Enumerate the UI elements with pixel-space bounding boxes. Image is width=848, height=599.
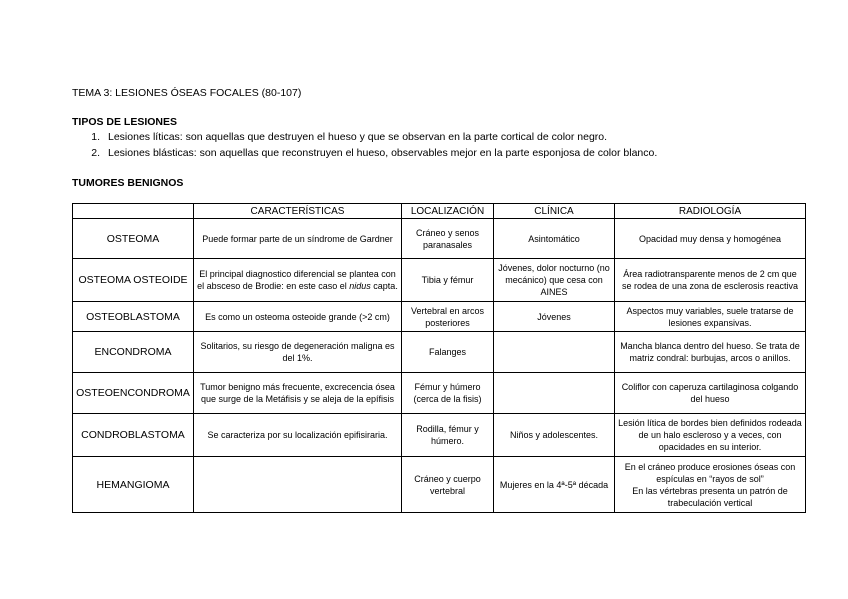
tumor-clinic — [494, 332, 615, 373]
tumor-clinic: Jóvenes — [494, 302, 615, 332]
tumor-name: HEMANGIOMA — [73, 457, 194, 513]
tumor-location: Cráneo y senos paranasales — [402, 219, 494, 259]
tumor-clinic: Asintomático — [494, 219, 615, 259]
column-header-clinic: CLÍNICA — [494, 204, 615, 219]
tumors-table — [72, 203, 806, 513]
tumor-features — [194, 457, 402, 513]
features-text-end: capta. — [370, 281, 398, 291]
features-text: El principal diagnostico diferencial se plantea con el absceso de Brodie: en este caso el — [197, 269, 396, 291]
column-header-location: LOCALIZACIÓN — [402, 204, 494, 219]
tumor-name: OSTEOMA OSTEOIDE — [73, 259, 194, 302]
table-header-row — [73, 204, 806, 219]
tumor-radiology: Mancha blanca dentro del hueso. Se trata de matriz condral: burbujas, arcos o anillos. — [615, 332, 806, 373]
page-title: TEMA 3: LESIONES ÓSEAS FOCALES (80-107) — [72, 87, 302, 99]
lesion-types-heading: TIPOS DE LESIONES — [72, 116, 178, 128]
tumor-clinic: Niños y adolescentes. — [494, 414, 615, 457]
list-item — [72, 129, 657, 145]
tumor-radiology: Coliflor con caperuza cartilaginosa colgando del hueso — [615, 373, 806, 414]
features-italic-term: nidus — [349, 281, 371, 291]
tumor-clinic: Mujeres en la 4ª-5ª década — [494, 457, 615, 513]
tumor-clinic: Jóvenes, dolor nocturno (no mecánico) que cesa con AINES — [494, 259, 615, 302]
tumor-location: Cráneo y cuerpo vertebral — [402, 457, 494, 513]
tumor-features: Es como un osteoma osteoide grande (>2 cm) — [194, 302, 402, 332]
radiology-line: En el cráneo produce erosiones óseas con espículas en “rayos de sol” — [624, 461, 796, 484]
tumor-location: Vertebral en arcos posteriores — [402, 302, 494, 332]
tumor-name: CONDROBLASTOMA — [73, 414, 194, 457]
benign-tumors-heading: TUMORES BENIGNOS — [72, 177, 184, 189]
tumor-radiology — [615, 457, 806, 513]
list-number: 2. — [91, 147, 100, 159]
table-row — [73, 332, 806, 373]
tumor-clinic — [494, 373, 615, 414]
column-header-radiology: RADIOLOGÍA — [615, 204, 806, 219]
tumor-name: OSTEOBLASTOMA — [73, 302, 194, 332]
tumor-name: ENCONDROMA — [73, 332, 194, 373]
tumor-features: Tumor benigno más frecuente, excrecencia ósea que surge de la Metáfisis y se aleja de la epífisis — [194, 373, 402, 414]
tumor-location: Fémur y húmero (cerca de la fisis) — [402, 373, 494, 414]
tumor-name: OSTEOENCONDROMA — [73, 373, 194, 414]
radiology-line: En las vértebras presenta un patrón de trabeculación vertical — [632, 485, 788, 508]
list-text: Lesiones líticas: son aquellas que destruyen el hueso y que se observan en la parte cortical de color negro. — [108, 131, 608, 143]
table-row — [73, 457, 806, 513]
tumor-location: Tibia y fémur — [402, 259, 494, 302]
tumor-radiology: Opacidad muy densa y homogénea — [615, 219, 806, 259]
list-item — [72, 145, 657, 161]
tumor-features: Puede formar parte de un síndrome de Gardner — [194, 219, 402, 259]
tumor-location: Rodilla, fémur y húmero. — [402, 414, 494, 457]
lesion-types-list — [72, 129, 657, 161]
list-number: 1. — [91, 131, 100, 143]
tumor-name: OSTEOMA — [73, 219, 194, 259]
table-row — [73, 373, 806, 414]
tumor-features: Solitarios, su riesgo de degeneración maligna es del 1%. — [194, 332, 402, 373]
tumor-radiology: Área radiotransparente menos de 2 cm que se rodea de una zona de esclerosis reactiva — [615, 259, 806, 302]
tumor-features — [194, 259, 402, 302]
tumor-radiology: Aspectos muy variables, suele tratarse de lesiones expansivas. — [615, 302, 806, 332]
list-text: Lesiones blásticas: son aquellas que reconstruyen el hueso, observables mejor en la parte esponjosa de color blanco. — [108, 147, 658, 159]
table-row — [73, 302, 806, 332]
tumor-radiology: Lesión lítica de bordes bien definidos rodeada de un halo escleroso y a veces, con opacidades en su interior. — [615, 414, 806, 457]
table-row — [73, 414, 806, 457]
table-row — [73, 219, 806, 259]
table-row — [73, 259, 806, 302]
column-header-name — [73, 204, 194, 219]
tumor-location: Falanges — [402, 332, 494, 373]
tumor-features: Se caracteriza por su localización epifisiraria. — [194, 414, 402, 457]
column-header-features: CARACTERÍSTICAS — [194, 204, 402, 219]
